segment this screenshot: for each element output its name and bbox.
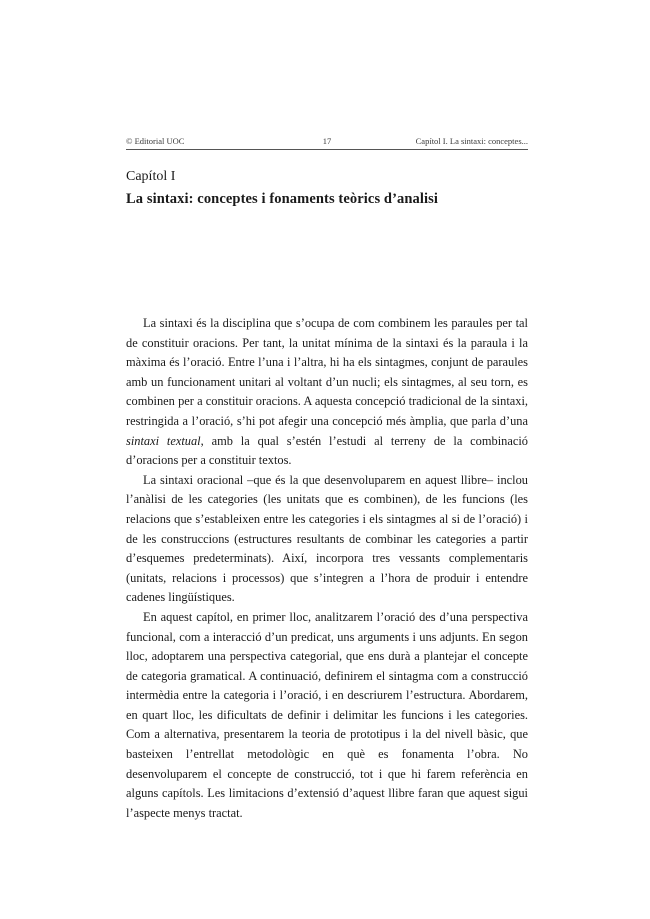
body-text — [126, 314, 528, 823]
paragraph-1-part-b: , amb la qual s’estén l’estudi al terreny de la combinació d’oracions per a constituir textos. — [126, 433, 528, 468]
chapter-title: La sintaxi: conceptes i fonaments teòrics d’analisi — [126, 191, 438, 207]
paragraph-3: En aquest capítol, en primer lloc, analitzarem l’oració des d’una perspectiva funcional, com a interacció d’un predicat, uns arguments i uns adjunts. En segon lloc, adoptarem una perspectiva categorial, que ens durà a plantejar el concepte de categoria gramatical. A continuació, definirem el sintagma com a construcció intermèdia entre la categoria i l’oració, i en descriurem l’estructura. Abordarem, en quart lloc, les dificultats de definir i delimitar les funcions i les categories. Com a alternativa, presentarem la teoria de prototipus i la del nivell bàsic, que basteixen l’entrellat metodològic en què es fonamenta l’obra. No desenvoluparem el concepte de construcció, tot i que hi farem referència en alguns capítols. Les limitacions d’extensió d’aquest llibre faran que aquest sigui l’aspecte menys tractat. — [126, 609, 528, 820]
publisher-label: © Editorial UOC — [126, 136, 185, 146]
running-header — [126, 136, 528, 146]
chapter-label: Capítol I — [126, 169, 176, 184]
paragraph-1-emphasis: sintaxi textual — [126, 433, 201, 448]
paragraph-2: La sintaxi oracional –que és la que desenvoluparem en aquest llibre– inclou l’anàlisi de les categories (les unitats que es combinen), de les funcions (les relacions que s’estableixen entre les categories i els sintagmes al si de l’oració) i de les construccions (estructures resultants de combinar les categories a partir d’esquemes predeterminats). Així, incorpora tres vessants complementaris (unitats, relacions i processos) que s’integren a l’hora de produir i entendre cadenes lingüístiques. — [126, 472, 528, 605]
page-number: 17 — [322, 136, 332, 146]
header-rule — [126, 149, 528, 150]
paragraph-1 — [126, 314, 528, 471]
running-title: Capítol I. La sintaxi: conceptes... — [415, 136, 528, 146]
paragraph-1-part-a: La sintaxi és la disciplina que s’ocupa de com combinem les paraules per tal de constituir oracions. Per tant, la unitat mínima de la sintaxi és la paraula i la màxima és l’oració. Entre l’una i l’altra, hi ha els sintagmes, conjunt de paraules amb un funcionament unitari al voltant d’un nucli; els sintagmes, al seu torn, es combinen per a constituir oracions. A aquesta concepció tradicional de la sintaxi, restringida a l’oració, s’hi pot afegir una concepció més àmplia, que parla d’una — [126, 316, 528, 428]
